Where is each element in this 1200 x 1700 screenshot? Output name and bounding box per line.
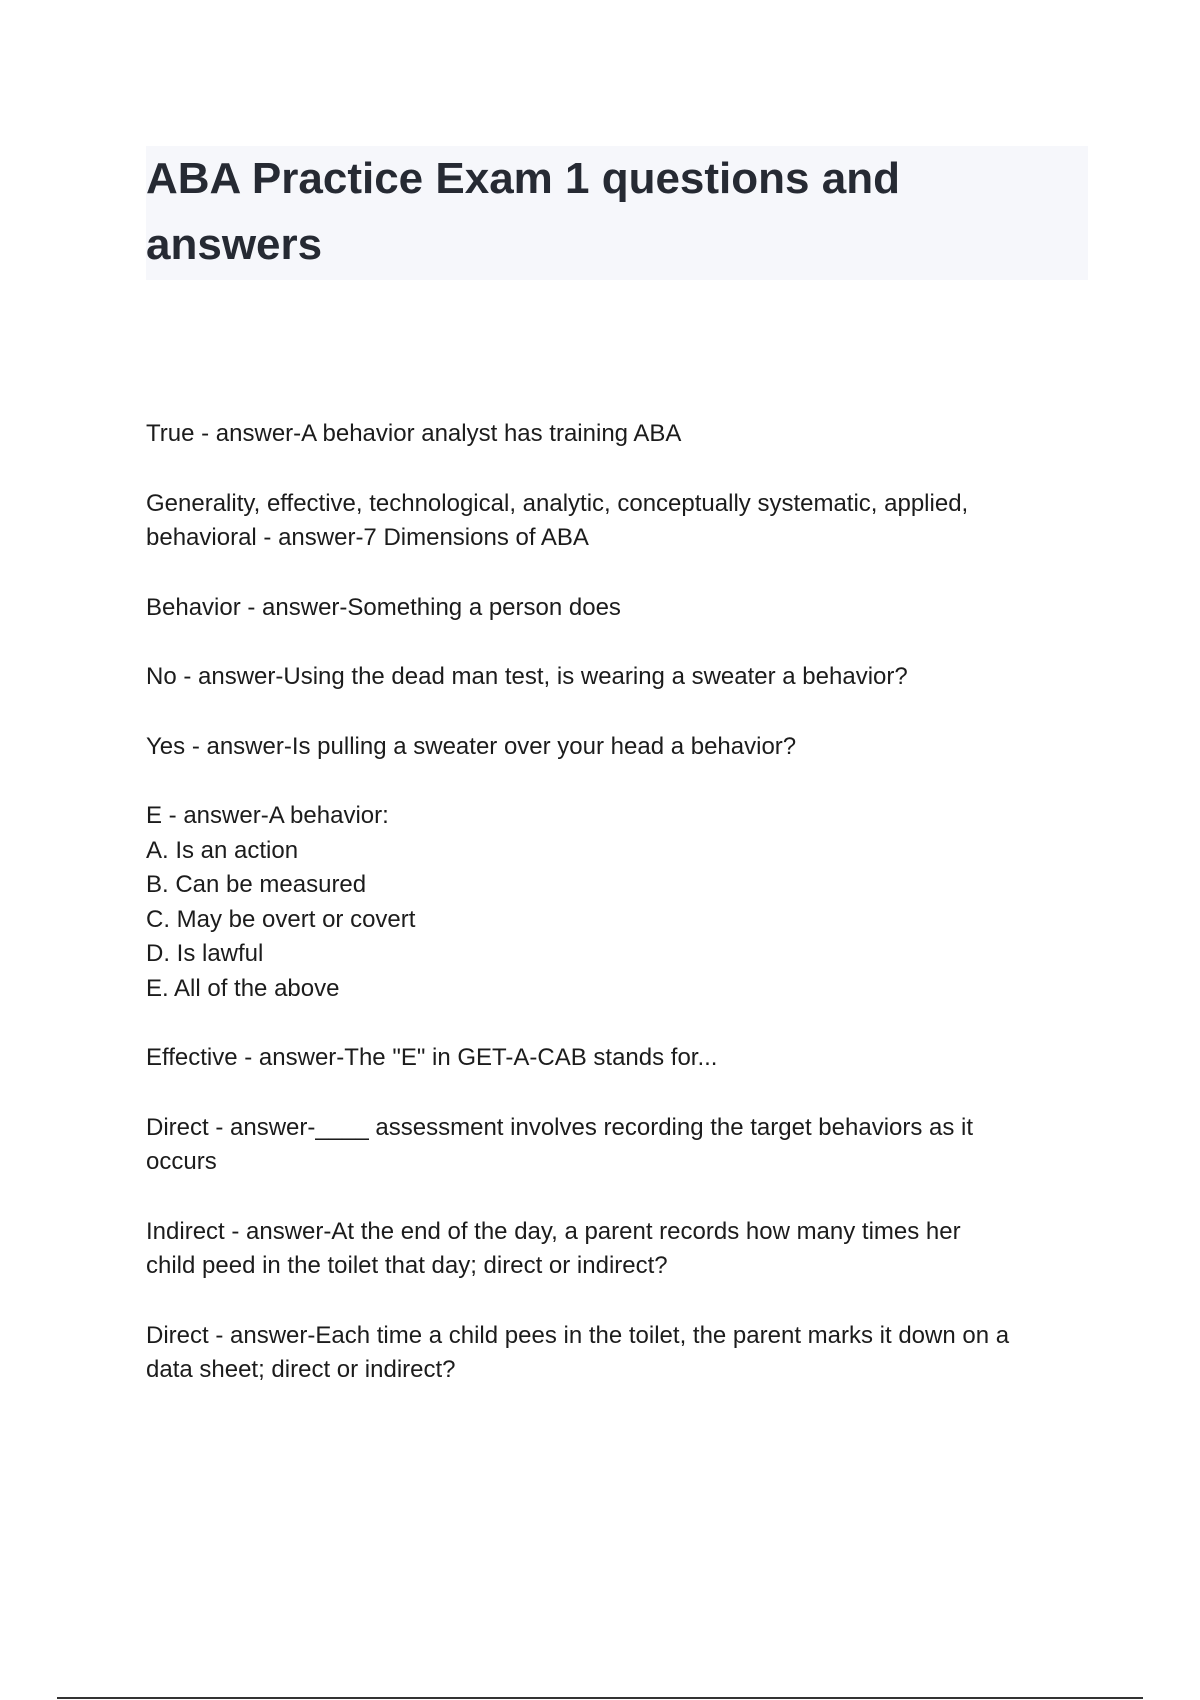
qa-item-3: Behavior - answer-Something a person does [146, 593, 621, 621]
page-title: ABA Practice Exam 1 questions and answers [146, 154, 900, 269]
qa-item-2: Generality, effective, technological, analytic, conceptually systematic, applied, behavioral - answer-7 Dimensions of ABA [146, 489, 969, 551]
qa-item-4: No - answer-Using the dead man test, is wearing a sweater a behavior? [146, 663, 908, 690]
qa-item-5: Yes - answer-Is pulling a sweater over your head a behavior? [146, 732, 797, 760]
qa-item-7: Effective - answer-The "E" in GET-A-CAB stands for... [146, 1044, 718, 1071]
qa-list [146, 417, 1096, 1423]
qa-item-8: Direct - answer-____ assessment involves recording the target behaviors as it occurs [146, 1113, 974, 1175]
title-banner [146, 146, 1088, 280]
qa-item-9: Indirect - answer-At the end of the day, a parent records how many times her child peed in the toilet that day; direct or indirect? [146, 1217, 961, 1279]
qa-item-1: True - answer-A behavior analyst has training ABA [146, 420, 682, 447]
qa-item-6: E - answer-A behavior: A. Is an action B. Can be measured C. May be overt or covert D. Is lawful E. All of the above [146, 802, 416, 1002]
footer-divider [57, 1697, 1143, 1699]
qa-item-10: Direct - answer-Each time a child pees in the toilet, the parent marks it down on a data sheet; direct or indirect? [146, 1321, 1010, 1383]
